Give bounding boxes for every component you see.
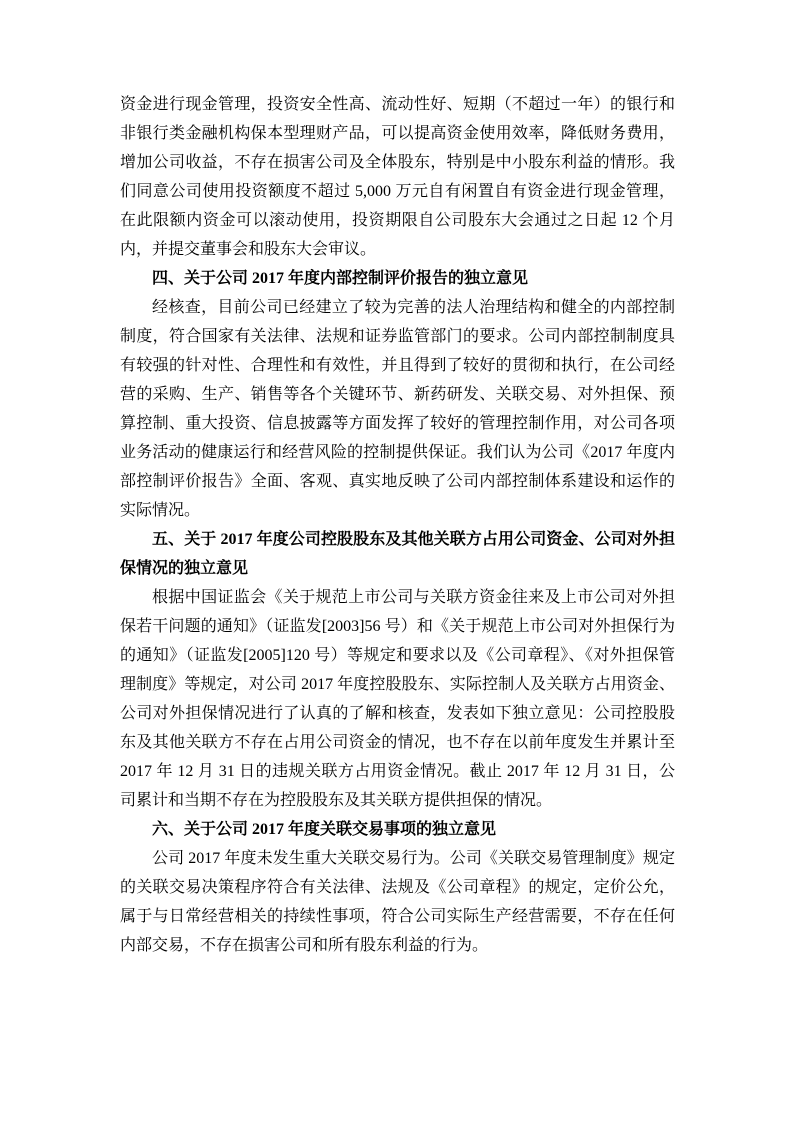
paragraph-cash-management-continuation: 资金进行现金管理，投资安全性高、流动性好、短期（不超过一年）的银行和非银行类金融机构保本型理财产品，可以提高资金使用效率，降低财务费用，增加公司收益，不存在损害公司及全体股东，特别是中小股东利益的情形。我们同意公司使用投资额度不超过 5,000 万元自有闲置自有资金进行现金管理，在此限额内资金可以滚动使用，投资期限自公司股东大会通过之日起 12 个月内，并提交董事会和股东大会审议。 (120, 96, 675, 258)
heading-section-four-internal-control-opinion: 四、关于公司 2017 年度内部控制评价报告的独立意见 (152, 270, 529, 287)
heading-section-five-fund-occupation-guarantee-opinion: 五、关于 2017 年度公司控股股东及其他关联方占用公司资金、公司对外担保情况的独立意见 (120, 531, 675, 577)
paragraph-fund-occupation-guarantee-opinion: 根据中国证监会《关于规范上市公司与关联方资金往来及上市公司对外担保若干问题的通知》（证监发[2003]56 号）和《关于规范上市公司对外担保行为的通知》（证监发[2005]120 号）等规定和要求以及《公司章程》、《对外担保管理制度》等规定，对公司 2017 年度控股股东、实际控制人及关联方占用资金、 公司对外担保情况进行了认真的了解和核查，发表如下独立意见：公司控股股东及其他关联方不存在占用公司资金的情况，也不存在以前年度发生并累计至 2017 年 12 月 31 日的违规关联方占用资金情况。截止 2017 年 12 月 31 日，公司累计和当期不存在为控股股东及其关联方提供担保的情况。 (120, 589, 675, 809)
heading-section-six-related-transactions-opinion: 六、关于公司 2017 年度关联交易事项的独立意见 (152, 821, 497, 838)
paragraph-related-transactions-opinion: 公司 2017 年度未发生重大关联交易行为。公司《关联交易管理制度》规定的关联交易决策程序符合有关法律、法规及《公司章程》的规定，定价公允，属于与日常经营相关的持续性事项，符合公司实际生产经营需要，不存在任何内部交易，不存在损害公司和所有股东利益的行为。 (120, 850, 675, 954)
paragraph-internal-control-opinion: 经核查，目前公司已经建立了较为完善的法人治理结构和健全的内部控制制度，符合国家有关法律、法规和证券监管部门的要求。公司内部控制制度具有较强的针对性、合理性和有效性，并且得到了较好的贯彻和执行，在公司经营的采购、生产、销售等各个关键环节、新药研发、关联交易、对外担保、预算控制、重大投资、信息披露等方面发挥了较好的管理控制作用，对公司各项业务活动的健康运行和经营风险的控制提供保证。我们认为公司《2017 年度内部控制评价报告》全面、客观、真实地反映了公司内部控制体系建设和运作的实际情况。 (120, 299, 675, 519)
